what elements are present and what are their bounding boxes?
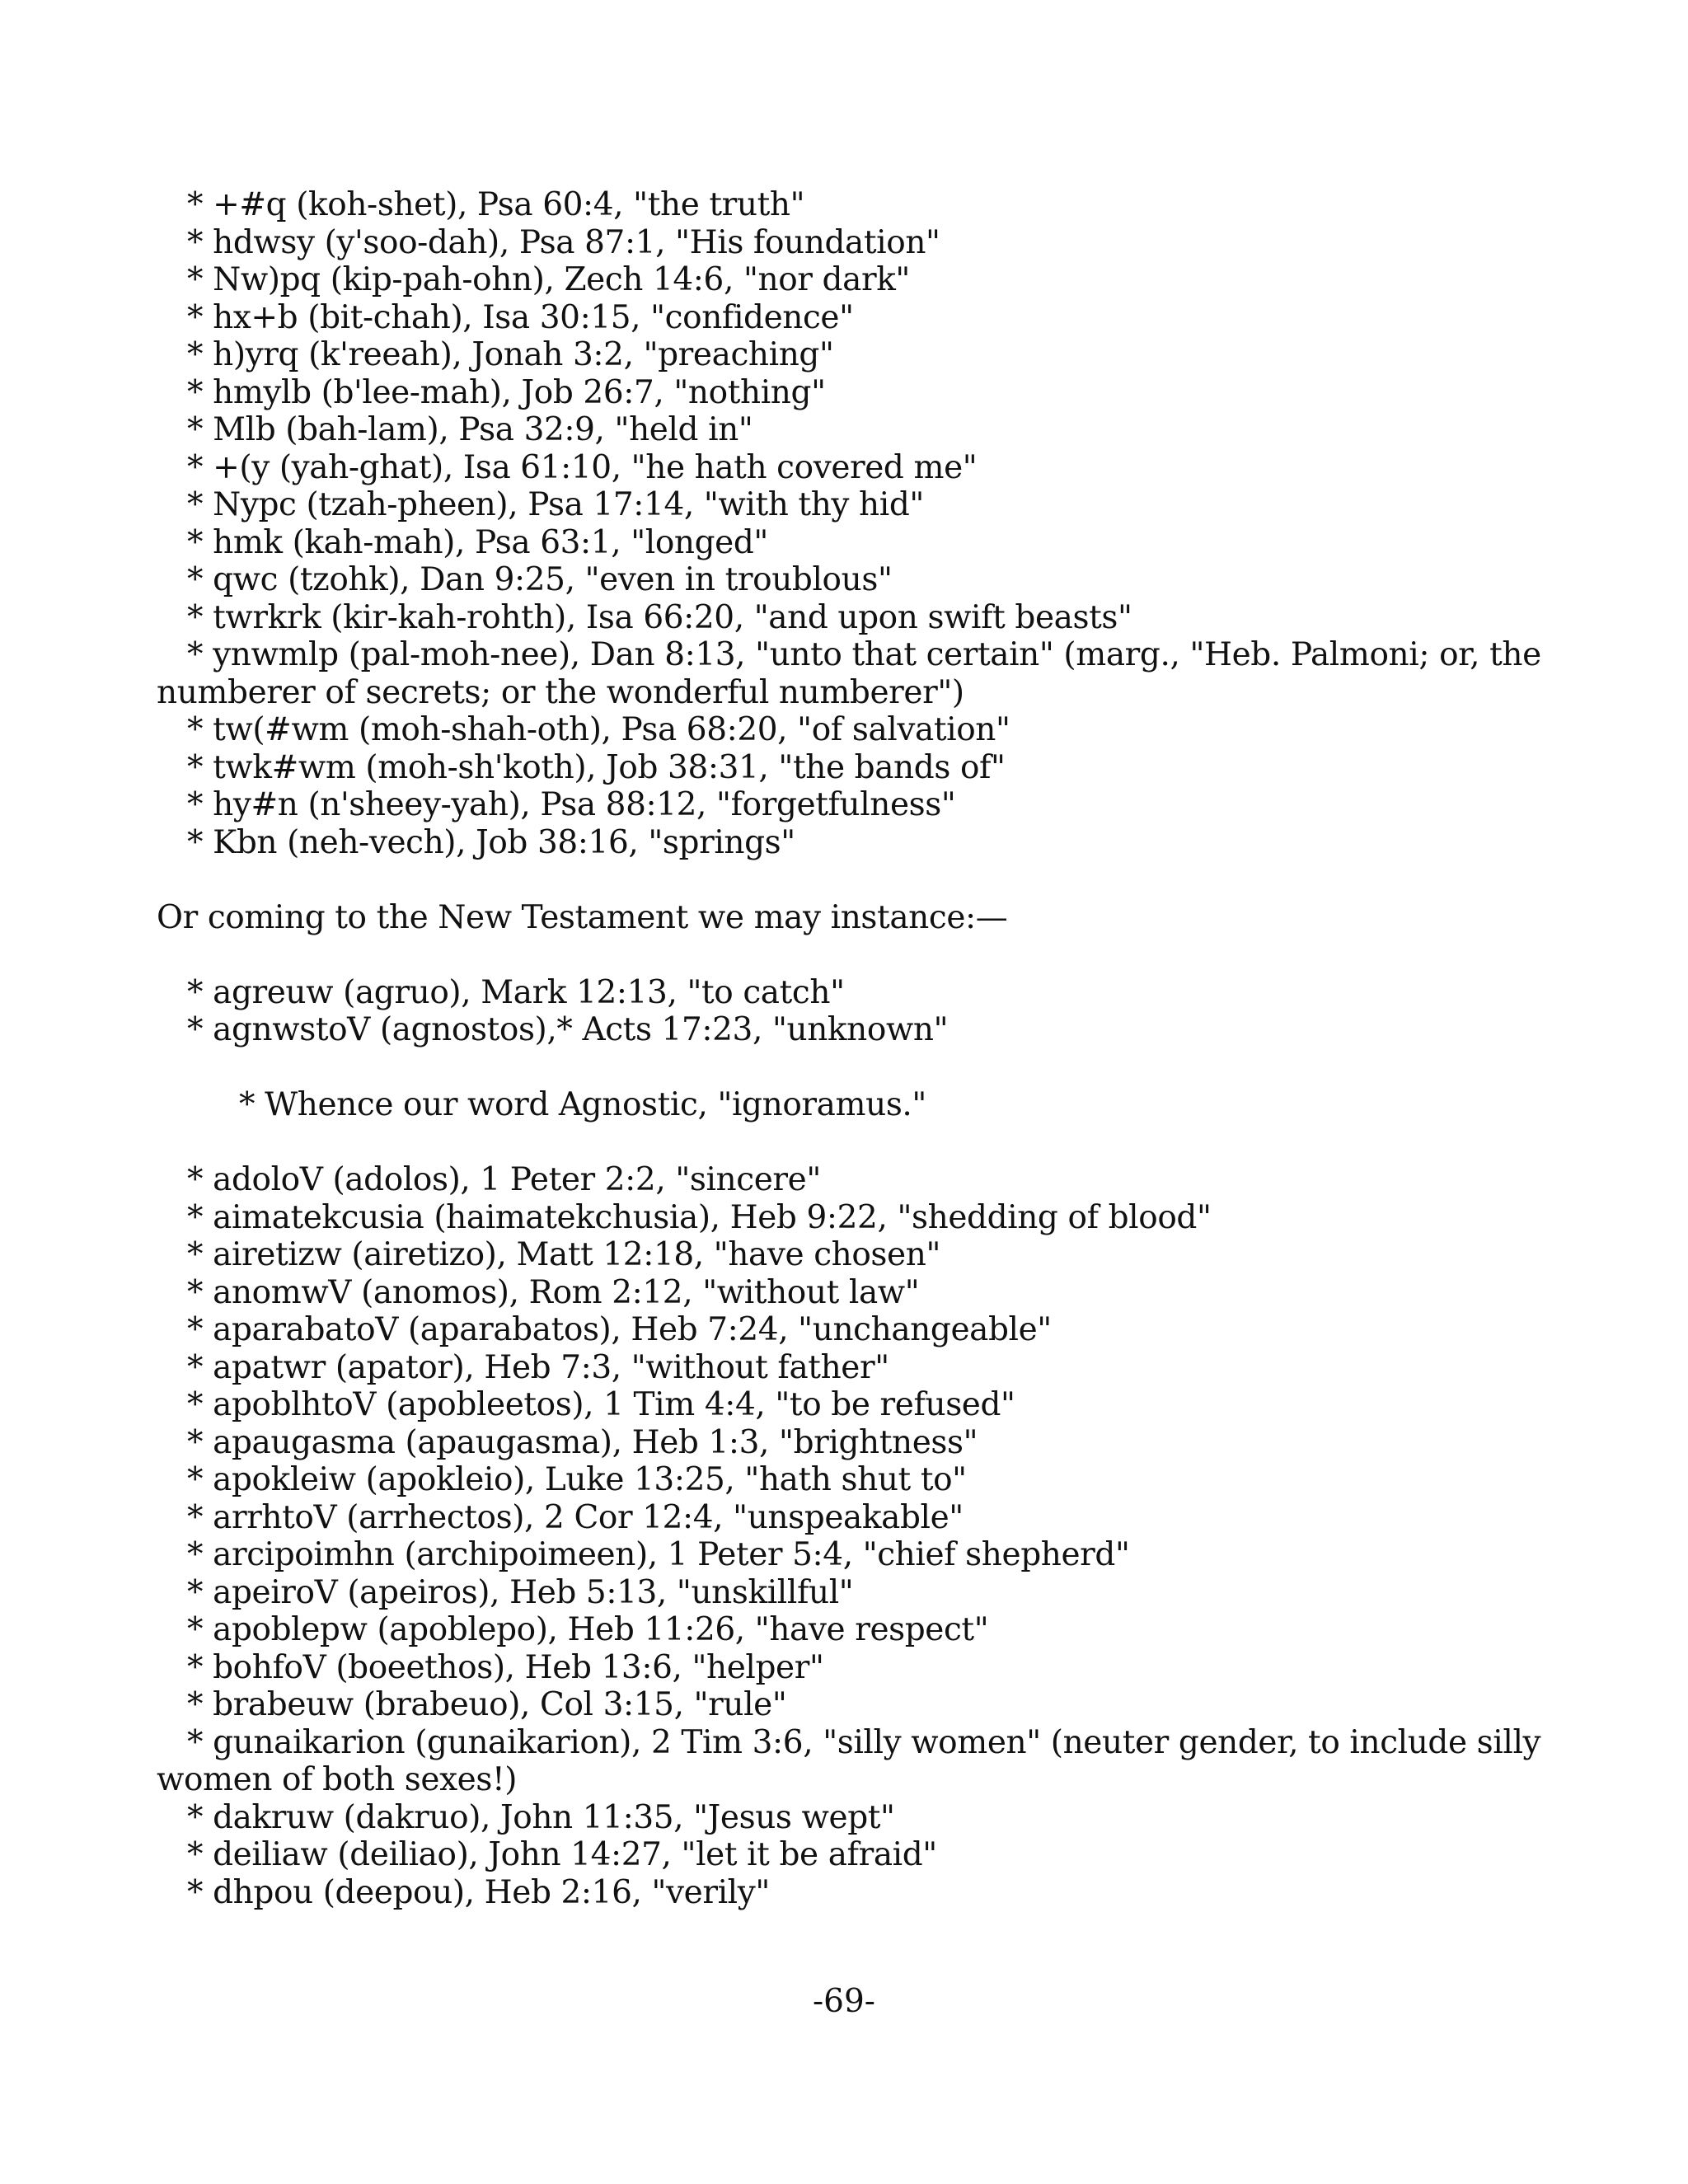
- list-item: * hdwsy (y'soo-dah), Psa 87:1, "His foundation": [187, 223, 940, 261]
- list-item: * +#q (koh-shet), Psa 60:4, "the truth": [187, 186, 805, 223]
- list-item: * agnwstoV (agnostos),* Acts 17:23, "unknown": [187, 1011, 949, 1048]
- list-item: * hmylb (b'lee-mah), Job 26:7, "nothing": [187, 373, 826, 411]
- list-item: * apeiroV (apeiros), Heb 5:13, "unskillful": [187, 1573, 854, 1611]
- list-item: * Nw)pq (kip-pah-ohn), Zech 14:6, "nor dark": [187, 261, 910, 298]
- list-item: * dakruw (dakruo), John 11:35, "Jesus wept": [187, 1798, 895, 1836]
- list-item: * +(y (yah-ghat), Isa 61:10, "he hath covered me": [187, 448, 978, 486]
- list-item: * apoblhtoV (apobleetos), 1 Tim 4:4, "to be refused": [187, 1386, 1015, 1423]
- list-item: * bohfoV (boeethos), Heb 13:6, "helper": [187, 1648, 824, 1686]
- list-item: * h)yrq (k'reeah), Jonah 3:2, "preaching": [187, 336, 834, 373]
- list-item: * adoloV (adolos), 1 Peter 2:2, "sincere": [187, 1161, 821, 1198]
- list-item: * brabeuw (brabeuo), Col 3:15, "rule": [187, 1686, 787, 1723]
- page-body: [157, 186, 1558, 1911]
- spacer: [157, 861, 1558, 899]
- list-item: * aimatekcusia (haimatekchusia), Heb 9:22, "shedding of blood": [187, 1198, 1212, 1236]
- list-item: * apokleiw (apokleio), Luke 13:25, "hath shut to": [187, 1461, 967, 1498]
- spacer: [157, 936, 1558, 974]
- list-item: * Mlb (bah-lam), Psa 32:9, "held in": [187, 411, 753, 448]
- list-item-wrapped: * gunaikarion (gunaikarion), 2 Tim 3:6, "silly women" (neuter gender, to include silly women of both sexes!): [157, 1723, 1541, 1798]
- list-item: * Kbn (neh-vech), Job 38:16, "springs": [187, 823, 795, 861]
- list-item: * twk#wm (moh-sh'koth), Job 38:31, "the bands of": [187, 748, 1006, 786]
- list-item: * qwc (tzohk), Dan 9:25, "even in troublous": [187, 561, 893, 598]
- list-item: * hx+b (bit-chah), Isa 30:15, "confidence": [187, 298, 854, 336]
- list-item: * apatwr (apator), Heb 7:3, "without father": [187, 1348, 889, 1386]
- list-item: * Nypc (tzah-pheen), Psa 17:14, "with thy hid": [187, 486, 924, 523]
- spacer: [157, 1049, 1558, 1087]
- page-number: -69-: [813, 1983, 875, 2020]
- list-item: * agreuw (agruo), Mark 12:13, "to catch": [187, 973, 845, 1011]
- list-item: * apaugasma (apaugasma), Heb 1:3, "brightness": [187, 1423, 978, 1461]
- list-item: * arrhtoV (arrhectos), 2 Cor 12:4, "unspeakable": [187, 1498, 964, 1536]
- list-item: * twrkrk (kir-kah-rohth), Isa 66:20, "and upon swift beasts": [187, 598, 1132, 636]
- spacer: [157, 1124, 1558, 1162]
- paragraph: Or coming to the New Testament we may instance:—: [157, 898, 1008, 936]
- list-item: * airetizw (airetizo), Matt 12:18, "have chosen": [187, 1236, 940, 1273]
- footnote: * Whence our word Agnostic, "ignoramus.": [239, 1086, 926, 1123]
- list-item-wrapped: * ynwmlp (pal-moh-nee), Dan 8:13, "unto that certain" (marg., "Heb. Palmoni; or, the numberer of secrets; or the wonderful numberer"): [157, 636, 1541, 711]
- list-item: * tw(#wm (moh-shah-oth), Psa 68:20, "of salvation": [187, 711, 1010, 748]
- list-item: * hmk (kah-mah), Psa 63:1, "longed": [187, 523, 768, 561]
- list-item: * deiliaw (deiliao), John 14:27, "let it be afraid": [187, 1836, 937, 1873]
- list-item: * apoblepw (apoblepo), Heb 11:26, "have respect": [187, 1611, 989, 1648]
- list-item: * dhpou (deepou), Heb 2:16, "verily": [187, 1873, 770, 1911]
- list-item: * aparabatoV (aparabatos), Heb 7:24, "unchangeable": [187, 1311, 1052, 1348]
- list-item: * arcipoimhn (archipoimeen), 1 Peter 5:4, "chief shepherd": [187, 1536, 1130, 1573]
- list-item: * hy#n (n'sheey-yah), Psa 88:12, "forgetfulness": [187, 786, 956, 823]
- list-item: * anomwV (anomos), Rom 2:12, "without law": [187, 1273, 920, 1311]
